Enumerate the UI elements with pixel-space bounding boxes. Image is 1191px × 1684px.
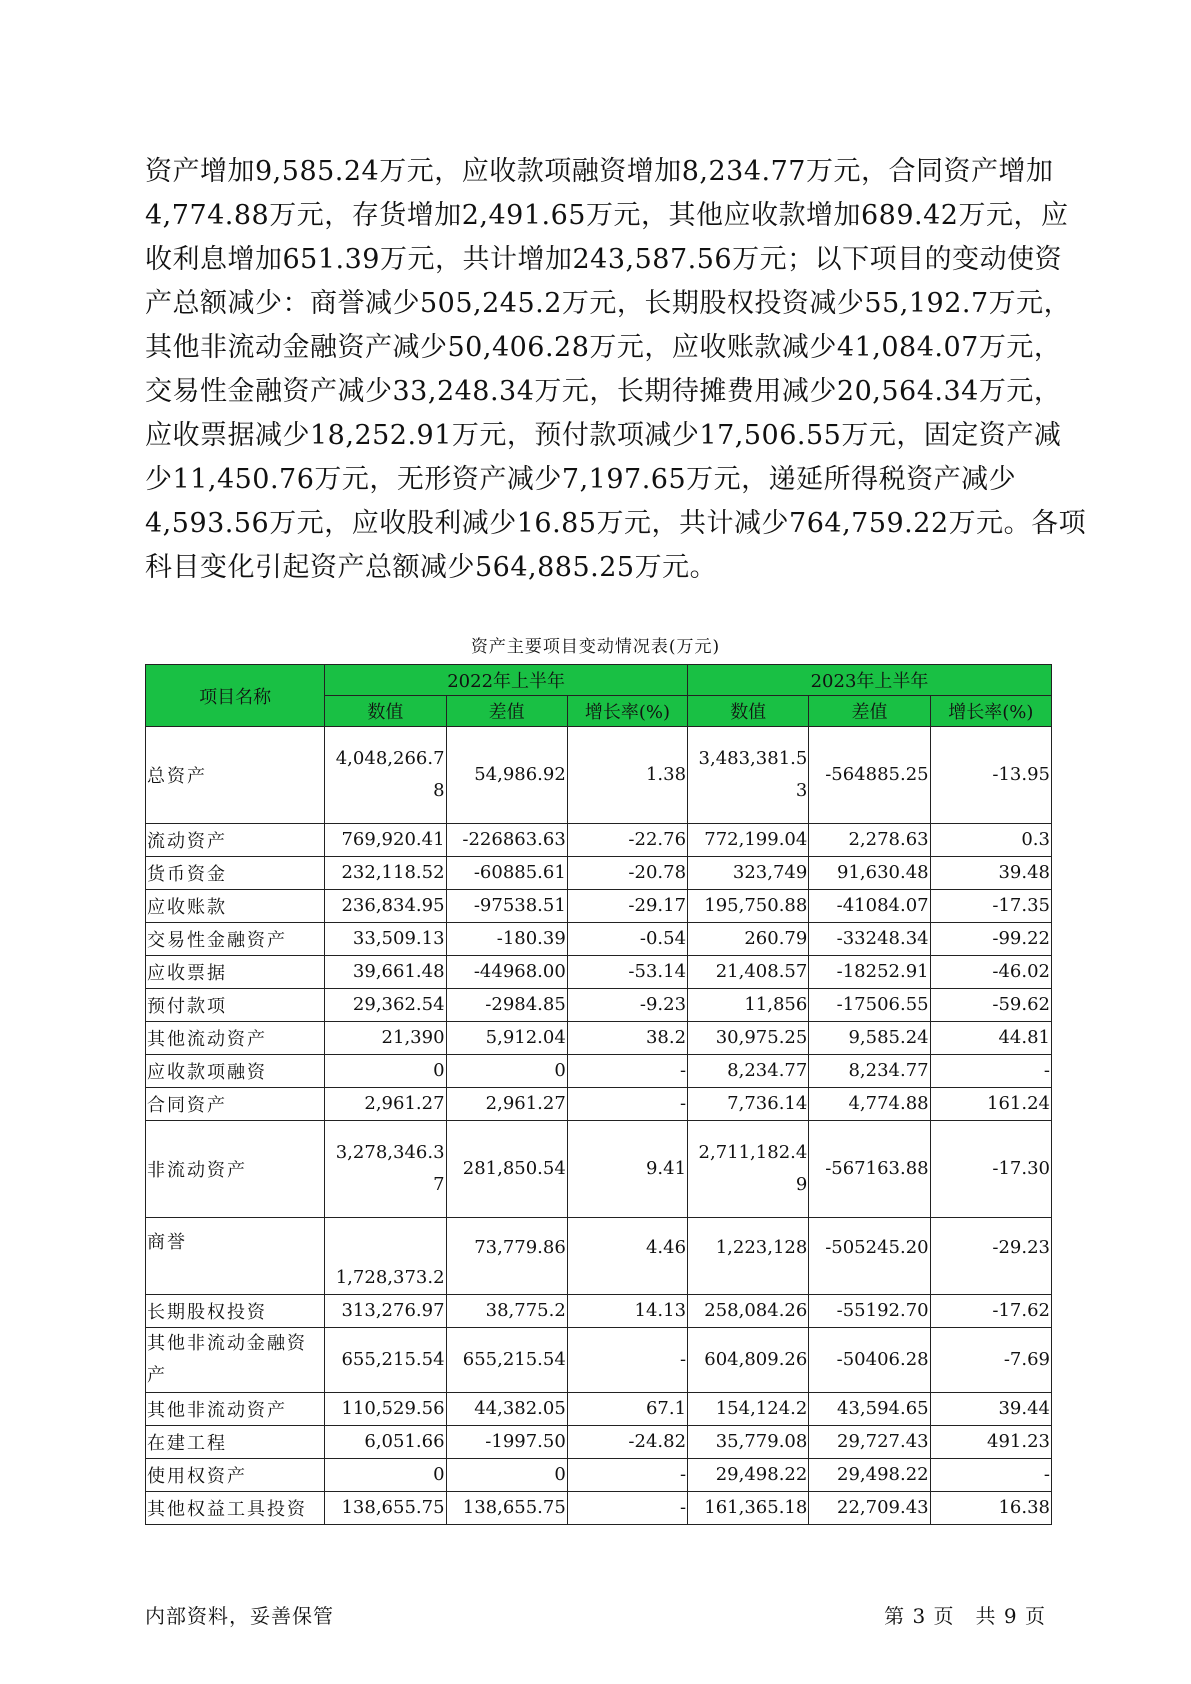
diff-2023: 4,774.88 xyxy=(809,1088,930,1121)
table-row xyxy=(146,824,1052,857)
table-row xyxy=(146,890,1052,923)
table-row xyxy=(146,1022,1052,1055)
diff-2023: 29,498.22 xyxy=(809,1459,930,1492)
diff-2022: -44968.00 xyxy=(446,956,567,989)
diff-2023: 8,234.77 xyxy=(809,1055,930,1088)
header-growth-2023: 增长率(%) xyxy=(930,696,1051,727)
table-header-row xyxy=(146,665,1052,696)
header-item-name: 项目名称 xyxy=(146,665,325,727)
growth-2023: -13.95 xyxy=(930,727,1051,824)
value-2023: 1,223,128 xyxy=(688,1218,809,1295)
value-2022: 6,051.66 xyxy=(325,1426,446,1459)
row-name: 合同资产 xyxy=(146,1088,325,1121)
diff-2023: 29,727.43 xyxy=(809,1426,930,1459)
diff-2022: 5,912.04 xyxy=(446,1022,567,1055)
value-2022: 232,118.52 xyxy=(325,857,446,890)
row-name: 应收款项融资 xyxy=(146,1055,325,1088)
table-row xyxy=(146,1218,1052,1295)
growth-2022: -53.14 xyxy=(567,956,687,989)
row-name: 总资产 xyxy=(146,727,325,824)
paragraph-line: 应收票据减少18,252.91万元，预付款项减少17,506.55万元，固定资产减 xyxy=(145,420,1062,451)
growth-2023: -59.62 xyxy=(930,989,1051,1022)
paragraph-line: 4,593.56万元，应收股利减少16.85万元，共计减少764,759.22万元。各项 xyxy=(145,508,1087,539)
row-name: 其他非流动资产 xyxy=(146,1393,325,1426)
value-2022: 4,048,266.78 xyxy=(325,727,446,824)
table-row xyxy=(146,1055,1052,1088)
table-row xyxy=(146,1295,1052,1328)
growth-2022: - xyxy=(567,1328,687,1393)
value-2023: 3,483,381.53 xyxy=(688,727,809,824)
growth-2023: -29.23 xyxy=(930,1218,1051,1295)
header-diff-2023: 差值 xyxy=(809,696,930,727)
diff-2022: 38,775.2 xyxy=(446,1295,567,1328)
value-2023: 258,084.26 xyxy=(688,1295,809,1328)
value-2022: 769,920.41 xyxy=(325,824,446,857)
growth-2023: 161.24 xyxy=(930,1088,1051,1121)
value-2023: 8,234.77 xyxy=(688,1055,809,1088)
footer-confidential-note: 内部资料，妥善保管 xyxy=(145,1604,334,1628)
value-2022: 29,362.54 xyxy=(325,989,446,1022)
table-row xyxy=(146,857,1052,890)
growth-2023: 16.38 xyxy=(930,1492,1051,1525)
row-name: 货币资金 xyxy=(146,857,325,890)
growth-2022: -24.82 xyxy=(567,1426,687,1459)
row-name: 应收票据 xyxy=(146,956,325,989)
asset-change-table xyxy=(145,664,1052,1525)
value-2022: 110,529.56 xyxy=(325,1393,446,1426)
growth-2022: - xyxy=(567,1055,687,1088)
row-name: 非流动资产 xyxy=(146,1121,325,1218)
growth-2023: - xyxy=(930,1055,1051,1088)
diff-2023: 22,709.43 xyxy=(809,1492,930,1525)
table-row xyxy=(146,956,1052,989)
value-2023: 604,809.26 xyxy=(688,1328,809,1393)
diff-2023: 91,630.48 xyxy=(809,857,930,890)
growth-2023: 0.3 xyxy=(930,824,1051,857)
row-name: 其他流动资产 xyxy=(146,1022,325,1055)
table-row xyxy=(146,923,1052,956)
growth-2023: -17.62 xyxy=(930,1295,1051,1328)
growth-2023: - xyxy=(930,1459,1051,1492)
row-name: 应收账款 xyxy=(146,890,325,923)
diff-2023: -18252.91 xyxy=(809,956,930,989)
row-name: 预付款项 xyxy=(146,989,325,1022)
table-row xyxy=(146,1328,1052,1393)
paragraph-line: 其他非流动金融资产减少50,406.28万元，应收账款减少41,084.07万元， xyxy=(145,332,1062,363)
growth-2023: -7.69 xyxy=(930,1328,1051,1393)
value-2022: 313,276.97 xyxy=(325,1295,446,1328)
diff-2022: 73,779.86 xyxy=(446,1218,567,1295)
value-2023: 21,408.57 xyxy=(688,956,809,989)
value-2022: 655,215.54 xyxy=(325,1328,446,1393)
header-period-2022: 2022年上半年 xyxy=(325,665,688,696)
value-2022: 236,834.95 xyxy=(325,890,446,923)
growth-2022: 4.46 xyxy=(567,1218,687,1295)
growth-2023: -46.02 xyxy=(930,956,1051,989)
diff-2023: -505245.20 xyxy=(809,1218,930,1295)
row-name: 其他非流动金融资产 xyxy=(146,1328,325,1393)
row-name: 其他权益工具投资 xyxy=(146,1492,325,1525)
growth-2023: 39.44 xyxy=(930,1393,1051,1426)
growth-2022: -22.76 xyxy=(567,824,687,857)
diff-2022: 138,655.75 xyxy=(446,1492,567,1525)
table-caption: 资产主要项目变动情况表(万元) xyxy=(470,637,721,657)
growth-2022: -29.17 xyxy=(567,890,687,923)
value-2023: 161,365.18 xyxy=(688,1492,809,1525)
value-2022: 2,961.27 xyxy=(325,1088,446,1121)
growth-2023: 44.81 xyxy=(930,1022,1051,1055)
growth-2023: -17.35 xyxy=(930,890,1051,923)
value-2023: 154,124.2 xyxy=(688,1393,809,1426)
value-2023: 11,856 xyxy=(688,989,809,1022)
diff-2022: -2984.85 xyxy=(446,989,567,1022)
body-paragraph xyxy=(145,150,1087,590)
diff-2022: -60885.61 xyxy=(446,857,567,890)
growth-2022: -9.23 xyxy=(567,989,687,1022)
table-row xyxy=(146,1426,1052,1459)
diff-2022: -226863.63 xyxy=(446,824,567,857)
paragraph-line: 科目变化引起资产总额减少564,885.25万元。 xyxy=(145,552,718,583)
value-2023: 35,779.08 xyxy=(688,1426,809,1459)
diff-2022: 281,850.54 xyxy=(446,1121,567,1218)
table-row xyxy=(146,1459,1052,1492)
diff-2023: -55192.70 xyxy=(809,1295,930,1328)
table-row xyxy=(146,727,1052,824)
value-2023: 260.79 xyxy=(688,923,809,956)
value-2023: 7,736.14 xyxy=(688,1088,809,1121)
table-row xyxy=(146,1088,1052,1121)
diff-2022: 44,382.05 xyxy=(446,1393,567,1426)
header-growth-2022: 增长率(%) xyxy=(567,696,687,727)
diff-2022: 2,961.27 xyxy=(446,1088,567,1121)
value-2023: 323,749 xyxy=(688,857,809,890)
growth-2023: -99.22 xyxy=(930,923,1051,956)
diff-2022: 0 xyxy=(446,1459,567,1492)
growth-2022: - xyxy=(567,1088,687,1121)
row-name: 使用权资产 xyxy=(146,1459,325,1492)
growth-2023: -17.30 xyxy=(930,1121,1051,1218)
paragraph-line: 少11,450.76万元，无形资产减少7,197.65万元，递延所得税资产减少 xyxy=(145,464,1017,495)
table-row xyxy=(146,1492,1052,1525)
value-2022: 33,509.13 xyxy=(325,923,446,956)
diff-2022: 0 xyxy=(446,1055,567,1088)
paragraph-line: 4,774.88万元，存货增加2,491.65万元，其他应收款增加689.42万元，应 xyxy=(145,200,1069,231)
growth-2023: 39.48 xyxy=(930,857,1051,890)
diff-2023: -41084.07 xyxy=(809,890,930,923)
diff-2023: 43,594.65 xyxy=(809,1393,930,1426)
paragraph-line: 资产增加9,585.24万元，应收款项融资增加8,234.77万元，合同资产增加 xyxy=(145,156,1054,187)
paragraph-line: 收利息增加651.39万元，共计增加243,587.56万元；以下项目的变动使资 xyxy=(145,244,1063,275)
diff-2022: 655,215.54 xyxy=(446,1328,567,1393)
growth-2022: 1.38 xyxy=(567,727,687,824)
value-2023: 2,711,182.49 xyxy=(688,1121,809,1218)
growth-2022: - xyxy=(567,1459,687,1492)
header-period-2023: 2023年上半年 xyxy=(688,665,1052,696)
growth-2022: - xyxy=(567,1492,687,1525)
growth-2022: 38.2 xyxy=(567,1022,687,1055)
table-row xyxy=(146,989,1052,1022)
diff-2022: -97538.51 xyxy=(446,890,567,923)
value-2023: 772,199.04 xyxy=(688,824,809,857)
growth-2023: 491.23 xyxy=(930,1426,1051,1459)
value-2022: 21,390 xyxy=(325,1022,446,1055)
table-row xyxy=(146,1393,1052,1426)
diff-2023: -50406.28 xyxy=(809,1328,930,1393)
row-name: 流动资产 xyxy=(146,824,325,857)
row-name: 交易性金融资产 xyxy=(146,923,325,956)
header-value-2023: 数值 xyxy=(688,696,809,727)
table-row xyxy=(146,1121,1052,1218)
growth-2022: 67.1 xyxy=(567,1393,687,1426)
diff-2023: -564885.25 xyxy=(809,727,930,824)
growth-2022: -20.78 xyxy=(567,857,687,890)
row-name: 长期股权投资 xyxy=(146,1295,325,1328)
row-name: 商誉 xyxy=(146,1218,325,1295)
growth-2022: 14.13 xyxy=(567,1295,687,1328)
value-2022: 3,278,346.37 xyxy=(325,1121,446,1218)
growth-2022: -0.54 xyxy=(567,923,687,956)
row-name: 在建工程 xyxy=(146,1426,325,1459)
value-2022: 0 xyxy=(325,1459,446,1492)
paragraph-line: 交易性金融资产减少33,248.34万元，长期待摊费用减少20,564.34万元， xyxy=(145,376,1062,407)
diff-2023: -17506.55 xyxy=(809,989,930,1022)
page-number: 第 3 页 共 9 页 xyxy=(884,1604,1046,1628)
diff-2022: 54,986.92 xyxy=(446,727,567,824)
growth-2022: 9.41 xyxy=(567,1121,687,1218)
value-2022: 0 xyxy=(325,1055,446,1088)
diff-2023: 9,585.24 xyxy=(809,1022,930,1055)
header-diff-2022: 差值 xyxy=(446,696,567,727)
value-2023: 29,498.22 xyxy=(688,1459,809,1492)
value-2023: 195,750.88 xyxy=(688,890,809,923)
header-value-2022: 数值 xyxy=(325,696,446,727)
diff-2022: -1997.50 xyxy=(446,1426,567,1459)
value-2022: 1,728,373.2 xyxy=(325,1218,446,1295)
diff-2023: -567163.88 xyxy=(809,1121,930,1218)
value-2023: 30,975.25 xyxy=(688,1022,809,1055)
diff-2023: 2,278.63 xyxy=(809,824,930,857)
value-2022: 39,661.48 xyxy=(325,956,446,989)
diff-2023: -33248.34 xyxy=(809,923,930,956)
value-2022: 138,655.75 xyxy=(325,1492,446,1525)
diff-2022: -180.39 xyxy=(446,923,567,956)
paragraph-line: 产总额减少：商誉减少505,245.2万元，长期股权投资减少55,192.7万元， xyxy=(145,288,1072,319)
